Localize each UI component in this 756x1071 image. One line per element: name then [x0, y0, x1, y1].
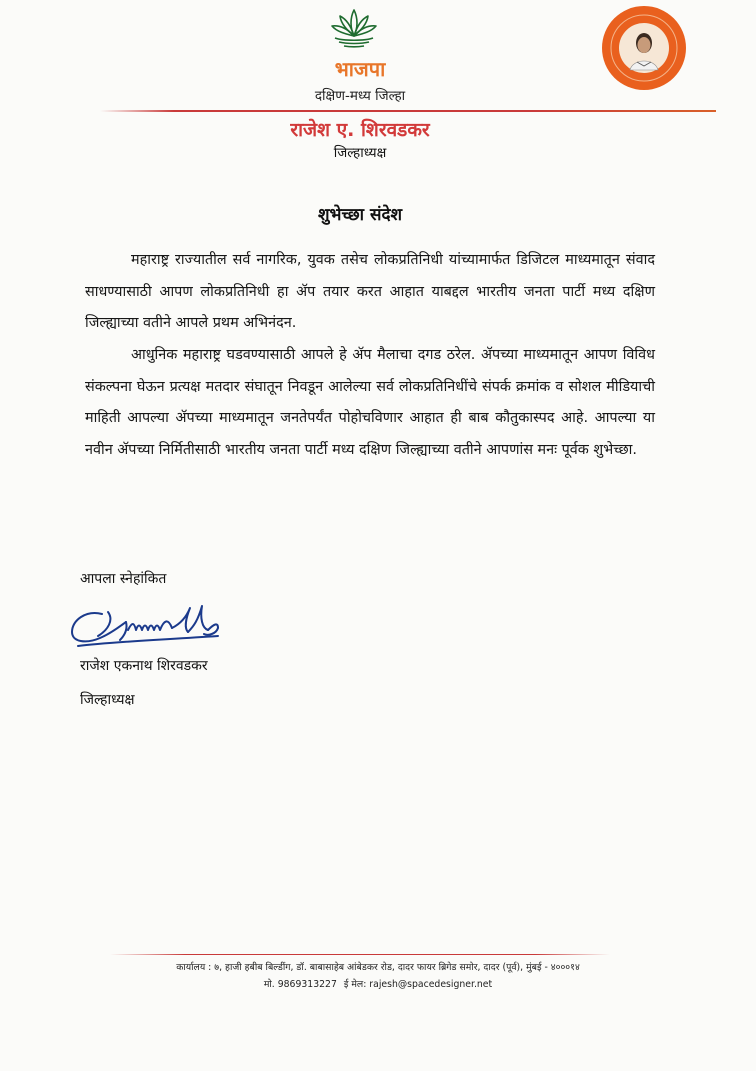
closing-salutation: आपला स्नेहांकित — [80, 571, 167, 587]
footer-phone: मो. 9869313227 — [263, 979, 337, 990]
footer-divider — [110, 954, 610, 955]
paragraph-1: महाराष्ट्र राज्यातील सर्व नागरिक, युवक तसेच लोकप्रतिनिधी यांच्यामार्फत डिजिटल माध्यमातून संवाद साधण्यासाठी आपण लोकप्रतिनिधी हा ॲप तयार करत आहात याबद्दल भारतीय जनता पार्टी मध्य दक्षिण जिल्ह्याच्या वतीने आपले प्रथम अभिनंदन. — [85, 252, 655, 331]
sender-name: राजेश ए. शिरवडकर — [290, 119, 430, 141]
footer-email: ई मेल: rajesh@spacedesigner.net — [343, 979, 493, 990]
district-label: दक्षिण-मध्य जिल्हा — [314, 88, 406, 104]
footer-contact — [60, 977, 696, 990]
footer-address: कार्यालय : ७, हाजी हबीब बिल्डींग, डॉ. बाबासाहेब आंबेडकर रोड, दादर फायर ब्रिगेड समोर, दादर (पूर्व), मुंबई - ४०००१४ — [176, 962, 580, 973]
paragraph-2: आधुनिक महाराष्ट्र घडवण्यासाठी आपले हे ॲप मैलाचा दगड ठरेल. ॲपच्या माध्यमातून आपण विविध संकल्पना घेऊन प्रत्यक्ष मतदार संघातून निवडून आलेल्या सर्व लोकप्रतिनिधींचे संपर्क क्रमांक व सोशल मीडियाची माहिती आपल्या ॲपच्या माध्यमातून जनतेपर्यंत पोहोचविणार आहात ही बाब कौतुकास्पद आहे. आपल्या या नवीन ॲपच्या निर्मितीसाठी भारतीय जनता पार्टी मध्य दक्षिण जिल्ह्याच्या वतीने आपणांस मनः पूर्वक शुभेच्छा. — [85, 347, 655, 458]
sender-title: जिल्हाध्यक्ष — [333, 145, 387, 161]
signer-title: जिल्हाध्यक्ष — [80, 692, 135, 708]
portrait-seal — [600, 4, 688, 92]
signer-name: राजेश एकनाथ शिरवडकर — [80, 658, 208, 674]
portrait-seal-icon — [600, 4, 688, 92]
party-name: भाजपा — [334, 57, 386, 81]
header-divider — [100, 110, 716, 112]
lotus-logo-icon — [329, 4, 379, 54]
letter-heading: शुभेच्छा संदेश — [317, 205, 403, 225]
signature-image — [68, 600, 233, 660]
